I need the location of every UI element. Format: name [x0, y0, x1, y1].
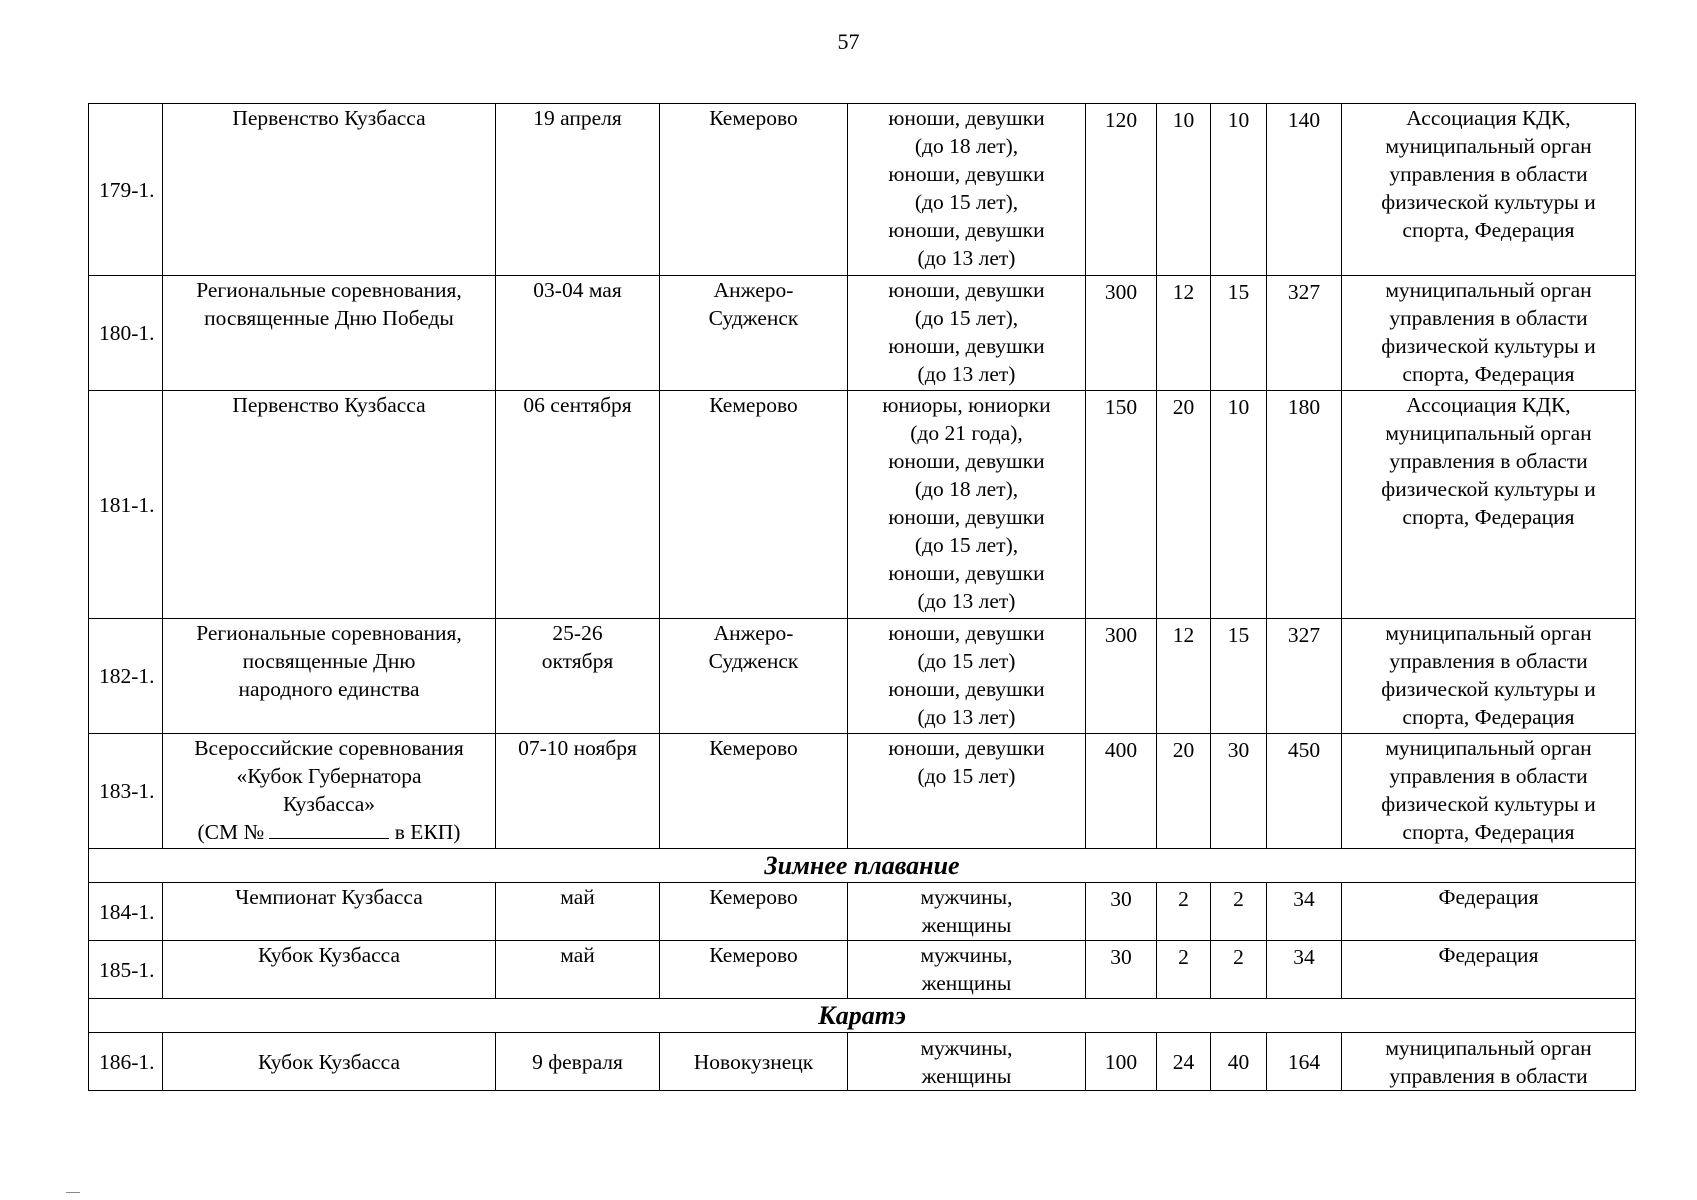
count-1: 150 [1086, 391, 1157, 619]
organizer: Федерация [1342, 883, 1636, 941]
participants: юниоры, юниорки (до 21 года), юноши, девушки (до 18 лет), юноши, девушки (до 15 лет), юноши, девушки (до 13 лет) [848, 391, 1086, 619]
section-title-winter-swimming: Зимнее плавание [89, 849, 1636, 883]
event-name [163, 734, 496, 849]
participants: мужчины, женщины [848, 941, 1086, 999]
count-3: 10 [1211, 391, 1267, 619]
count-total: 180 [1267, 391, 1342, 619]
event-name: Чемпионат Кузбасса [163, 883, 496, 941]
count-1: 30 [1086, 941, 1157, 999]
table-row [89, 1033, 1636, 1091]
table-row [89, 391, 1636, 619]
count-1: 400 [1086, 734, 1157, 849]
participants: мужчины, женщины [848, 1033, 1086, 1091]
participants: юноши, девушки (до 15 лет) юноши, девушки (до 13 лет) [848, 619, 1086, 734]
table-row [89, 883, 1636, 941]
count-1: 300 [1086, 276, 1157, 391]
count-total: 34 [1267, 883, 1342, 941]
count-2: 20 [1157, 734, 1211, 849]
organizer: муниципальный орган управления в области физической культуры и спорта, Федерация [1342, 734, 1636, 849]
table-row [89, 734, 1636, 849]
count-3: 30 [1211, 734, 1267, 849]
organizer: Ассоциация КДК, муниципальный орган управления в области физической культуры и спорта, Федерация [1342, 104, 1636, 276]
count-total: 450 [1267, 734, 1342, 849]
count-total: 140 [1267, 104, 1342, 276]
event-name: Региональные соревнования, посвященные Дню народного единства [163, 619, 496, 734]
count-2: 2 [1157, 941, 1211, 999]
event-place: Кемерово [660, 883, 848, 941]
table-row [89, 104, 1636, 276]
table-row [89, 941, 1636, 999]
count-2: 2 [1157, 883, 1211, 941]
count-2: 12 [1157, 619, 1211, 734]
count-2: 12 [1157, 276, 1211, 391]
count-total: 327 [1267, 619, 1342, 734]
count-1: 300 [1086, 619, 1157, 734]
row-number: 183-1. [89, 734, 163, 849]
event-date: май [496, 941, 660, 999]
sm-number-blank [269, 820, 389, 839]
event-date: 9 февраля [496, 1033, 660, 1091]
count-3: 15 [1211, 619, 1267, 734]
event-date: 06 сентября [496, 391, 660, 619]
count-1: 100 [1086, 1033, 1157, 1091]
count-total: 327 [1267, 276, 1342, 391]
event-place: Новокузнецк [660, 1033, 848, 1091]
competition-schedule-table [88, 103, 1636, 1091]
row-number: 181-1. [89, 391, 163, 619]
organizer: муниципальный орган управления в области [1342, 1033, 1636, 1091]
participants: юноши, девушки (до 15 лет) [848, 734, 1086, 849]
ekp-suffix: в ЕКП) [394, 820, 461, 844]
event-date: 03-04 мая [496, 276, 660, 391]
table-row [89, 619, 1636, 734]
count-3: 15 [1211, 276, 1267, 391]
event-name: Кубок Кузбасса [163, 941, 496, 999]
event-place: Анжеро- Судженск [660, 619, 848, 734]
row-number: 186-1. [89, 1033, 163, 1091]
count-total: 164 [1267, 1033, 1342, 1091]
section-row [89, 999, 1636, 1033]
participants: юноши, девушки (до 18 лет), юноши, девушки (до 15 лет), юноши, девушки (до 13 лет) [848, 104, 1086, 276]
event-name: Региональные соревнования, посвященные Дню Победы [163, 276, 496, 391]
row-number: 185-1. [89, 941, 163, 999]
event-place: Кемерово [660, 941, 848, 999]
organizer: Ассоциация КДК, муниципальный орган управления в области физической культуры и спорта, Федерация [1342, 391, 1636, 619]
count-total: 34 [1267, 941, 1342, 999]
count-3: 40 [1211, 1033, 1267, 1091]
event-place: Кемерово [660, 104, 848, 276]
row-number: 182-1. [89, 619, 163, 734]
event-place: Кемерово [660, 391, 848, 619]
event-name: Первенство Кузбасса [163, 104, 496, 276]
event-date: май [496, 883, 660, 941]
count-3: 2 [1211, 883, 1267, 941]
organizer: муниципальный орган управления в области физической культуры и спорта, Федерация [1342, 276, 1636, 391]
event-date: 07-10 ноября [496, 734, 660, 849]
event-name-lines: Всероссийские соревнования «Кубок Губернатора Кузбасса» [194, 736, 464, 816]
count-2: 10 [1157, 104, 1211, 276]
participants: юноши, девушки (до 15 лет), юноши, девушки (до 13 лет) [848, 276, 1086, 391]
count-3: 2 [1211, 941, 1267, 999]
organizer: муниципальный орган управления в области физической культуры и спорта, Федерация [1342, 619, 1636, 734]
event-name: Первенство Кузбасса [163, 391, 496, 619]
scan-mark [66, 1192, 80, 1196]
row-number: 180-1. [89, 276, 163, 391]
section-title-karate: Каратэ [89, 999, 1636, 1033]
page-number: 57 [837, 29, 860, 54]
count-2: 24 [1157, 1033, 1211, 1091]
event-name: Кубок Кузбасса [163, 1033, 496, 1091]
sm-number-prefix: (СМ № [197, 820, 265, 844]
count-2: 20 [1157, 391, 1211, 619]
count-1: 30 [1086, 883, 1157, 941]
event-date: 19 апреля [496, 104, 660, 276]
event-place: Анжеро- Судженск [660, 276, 848, 391]
table-row [89, 276, 1636, 391]
participants: мужчины, женщины [848, 883, 1086, 941]
organizer: Федерация [1342, 941, 1636, 999]
row-number: 179-1. [89, 104, 163, 276]
row-number: 184-1. [89, 883, 163, 941]
event-place: Кемерово [660, 734, 848, 849]
section-row [89, 849, 1636, 883]
count-3: 10 [1211, 104, 1267, 276]
count-1: 120 [1086, 104, 1157, 276]
event-date: 25-26 октября [496, 619, 660, 734]
